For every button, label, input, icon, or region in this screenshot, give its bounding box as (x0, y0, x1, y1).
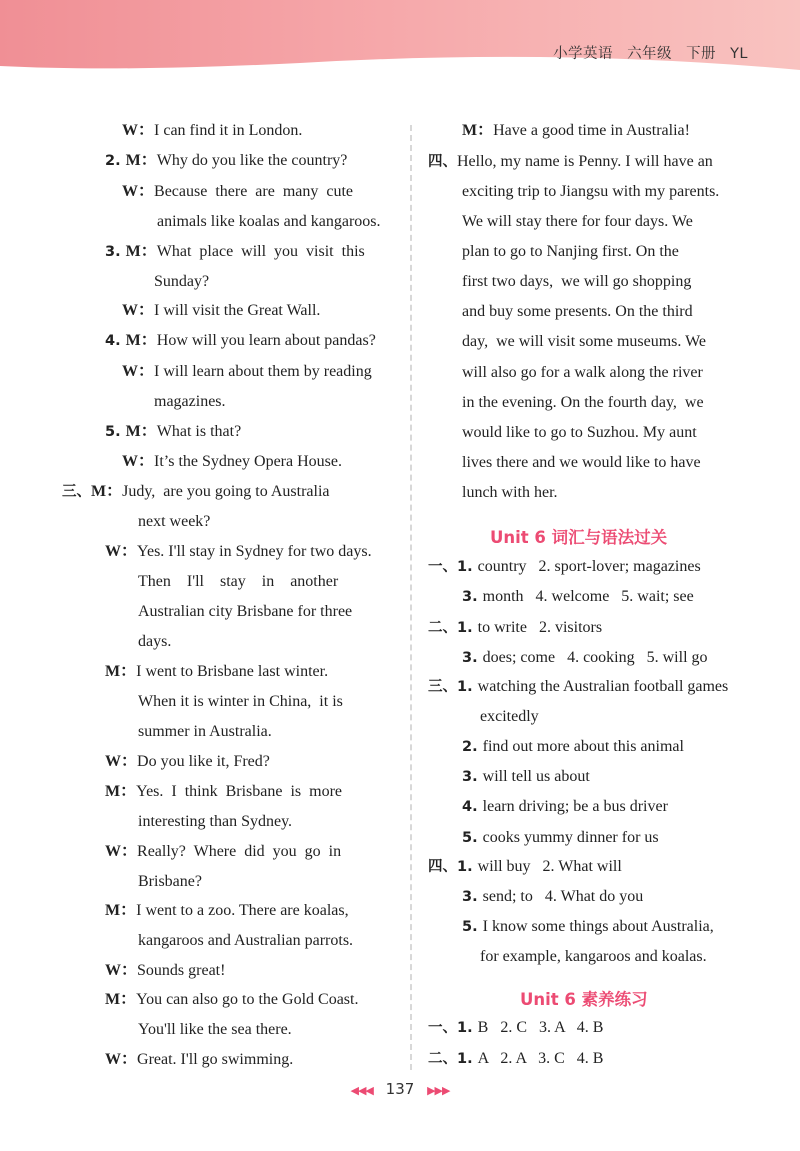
text-line (105, 331, 376, 351)
line-text: I will visit the Great Wall. (154, 302, 321, 319)
text-line (462, 887, 643, 907)
text-line (428, 152, 713, 172)
left-arrows-icon: ◀◀◀ (350, 1084, 373, 1097)
text-line (138, 512, 210, 532)
page-footer (0, 1080, 800, 1098)
text-line (105, 662, 328, 682)
item-number: 5. (462, 919, 483, 935)
item-number: 3. (462, 650, 483, 666)
line-text: Hello, my name is Penny. I will have an (457, 153, 713, 170)
text-line (105, 542, 372, 562)
text-line (480, 707, 539, 727)
item-number: 3. (462, 769, 483, 785)
line-text: to write 2. visitors (477, 619, 603, 636)
line-text: watching the Australian football games (477, 678, 729, 695)
text-line (154, 392, 226, 412)
line-text: Have a good time in Australia! (493, 122, 690, 139)
header-term: 下册 (686, 46, 717, 62)
header-band (0, 0, 800, 80)
line-text: would like to go to Suzhou. My aunt (462, 424, 697, 441)
item-number: 4. (105, 333, 126, 349)
line-text: kangaroos and Australian parrots. (138, 932, 354, 949)
line-text: A 2. A 3. C 4. B (477, 1050, 604, 1067)
text-line (157, 212, 381, 232)
unit-title: Unit 6 素养练习 (520, 990, 648, 1009)
line-text: excitedly (480, 708, 539, 725)
text-line (138, 632, 171, 652)
line-text: plan to go to Nanjing first. On the (462, 243, 679, 260)
item-number: 2. (105, 153, 126, 169)
line-text: learn driving; be a bus driver (482, 798, 668, 815)
line-text: Yes. I think Brisbane is more (136, 783, 343, 800)
right-arrows-icon: ▶▶▶ (427, 1084, 450, 1097)
line-text: does; come 4. cooking 5. will go (482, 649, 708, 666)
item-number: 5. (105, 424, 126, 440)
line-text: Australian city Brisbane for three (138, 603, 353, 620)
text-line (428, 557, 701, 577)
item-number: 3. (462, 889, 483, 905)
text-line (138, 602, 352, 622)
text-line (462, 302, 693, 322)
line-text: I will learn about them by reading (154, 363, 372, 380)
text-line (122, 301, 320, 321)
line-text: interesting than Sydney. (138, 813, 293, 830)
line-text: B 2. C 3. A 4. B (477, 1019, 604, 1036)
text-line (462, 917, 714, 937)
text-line (138, 931, 353, 951)
header-subject: 小学英语 (553, 46, 614, 62)
text-line (105, 961, 225, 981)
text-line (462, 797, 668, 817)
header-grade: 六年级 (627, 46, 673, 62)
header-label (539, 42, 748, 63)
item-number: 5. (462, 830, 483, 846)
text-line (138, 692, 343, 712)
line-text: summer in Australia. (138, 723, 272, 740)
item-number: 一、1. (428, 1020, 478, 1036)
line-text: will also go for a walk along the river (462, 364, 703, 381)
text-line (105, 901, 349, 921)
text-line (105, 1050, 293, 1070)
column-divider (410, 125, 412, 1070)
line-text: Then I'll stay in another (138, 573, 339, 590)
speaker-label: W： (122, 453, 155, 470)
text-line (428, 857, 622, 877)
text-line (154, 272, 209, 292)
line-text: in the evening. On the fourth day, we (462, 394, 704, 411)
text-line (462, 332, 706, 352)
text-line (462, 182, 719, 202)
speaker-label: M： (125, 332, 157, 349)
text-line (105, 990, 358, 1010)
line-text: days. (138, 633, 172, 650)
header-edition: YL (730, 46, 748, 62)
text-line (462, 272, 691, 292)
line-text: Why do you like the country? (156, 152, 348, 169)
text-line (480, 947, 707, 967)
line-text: Great. I'll go swimming. (137, 1051, 294, 1068)
text-line (462, 737, 684, 757)
text-line (122, 452, 342, 472)
speaker-label: W： (105, 543, 138, 560)
item-number: 四、 (428, 154, 457, 170)
item-number: 一、1. (428, 559, 478, 575)
line-text: for example, kangaroos and koalas. (480, 948, 707, 965)
line-text: and buy some presents. On the third (462, 303, 693, 320)
text-line (428, 1049, 603, 1069)
text-line (105, 151, 347, 171)
speaker-label: W： (105, 843, 138, 860)
line-text: Judy, are you going to Australia (122, 483, 330, 500)
speaker-label: M： (105, 902, 137, 919)
line-text: magazines. (154, 393, 226, 410)
text-line (122, 182, 353, 202)
text-line (462, 393, 704, 413)
text-line (462, 121, 690, 141)
text-line (462, 212, 693, 232)
speaker-label: W： (122, 302, 155, 319)
line-text: Do you like it, Fred? (137, 753, 270, 770)
text-line (462, 242, 679, 262)
line-text: When it is winter in China, it is (138, 693, 343, 710)
speaker-label: W： (105, 962, 138, 979)
page-number: 137 (385, 1080, 415, 1098)
item-number: 3. (462, 589, 483, 605)
speaker-label: M： (91, 483, 123, 500)
text-line (138, 1020, 292, 1040)
line-text: exciting trip to Jiangsu with my parents. (462, 183, 720, 200)
text-line (138, 872, 202, 892)
line-text: will buy 2. What will (477, 858, 622, 875)
text-line (428, 1018, 603, 1038)
line-text: month 4. welcome 5. wait; see (482, 588, 694, 605)
line-text: We will stay there for four days. We (462, 213, 693, 230)
line-text: I went to Brisbane last winter. (136, 663, 329, 680)
text-line (462, 587, 694, 607)
line-text: animals like koalas and kangaroos. (157, 213, 381, 230)
text-line (462, 483, 558, 503)
line-text: It’s the Sydney Opera House. (154, 453, 342, 470)
text-line (62, 482, 329, 502)
text-line (462, 453, 701, 473)
text-line (105, 782, 342, 802)
line-text: I went to a zoo. There are koalas, (136, 902, 349, 919)
item-number: 4. (462, 799, 483, 815)
speaker-label: W： (105, 753, 138, 770)
item-number: 二、1. (428, 1051, 478, 1067)
text-line (462, 648, 708, 668)
line-text: next week? (138, 513, 211, 530)
unit-title: Unit 6 词汇与语法过关 (490, 528, 668, 547)
speaker-label: W： (122, 183, 155, 200)
text-line (462, 363, 703, 383)
speaker-label: M： (125, 152, 157, 169)
line-text: How will you learn about pandas? (156, 332, 376, 349)
line-text: Yes. I'll stay in Sydney for two days. (137, 543, 372, 560)
item-number: 四、1. (428, 859, 478, 875)
text-line (138, 572, 338, 592)
text-line (428, 677, 728, 697)
line-text: first two days, we will go shopping (462, 273, 692, 290)
line-text: day, we will visit some museums. We (462, 333, 707, 350)
item-number: 三、1. (428, 679, 478, 695)
speaker-label: M： (105, 663, 137, 680)
line-text: Brisbane? (138, 873, 202, 890)
speaker-label: M： (462, 122, 494, 139)
line-text: What is that? (156, 423, 242, 440)
line-text: I can find it in London. (154, 122, 303, 139)
item-number: 2. (462, 739, 483, 755)
item-number: 二、1. (428, 620, 478, 636)
text-line (105, 752, 270, 772)
line-text: What place will you visit this (156, 243, 365, 260)
text-line (462, 767, 590, 787)
line-text: Because there are many cute (154, 183, 354, 200)
line-text: Really? Where did you go in (137, 843, 342, 860)
speaker-label: M： (105, 783, 137, 800)
speaker-label: W： (122, 363, 155, 380)
text-line (462, 828, 659, 848)
speaker-label: M： (105, 991, 137, 1008)
text-line (105, 242, 365, 262)
speaker-label: M： (125, 243, 157, 260)
line-text: Sunday? (154, 273, 210, 290)
speaker-label: W： (105, 1051, 138, 1068)
line-text: find out more about this animal (482, 738, 684, 755)
text-line (105, 842, 341, 862)
text-line (138, 812, 292, 832)
line-text: will tell us about (482, 768, 590, 785)
line-text: You can also go to the Gold Coast. (136, 991, 359, 1008)
text-line (122, 362, 372, 382)
line-text: cooks yummy dinner for us (482, 829, 659, 846)
text-line (428, 618, 602, 638)
line-text: Sounds great! (137, 962, 226, 979)
line-text: I know some things about Australia, (482, 918, 714, 935)
item-number: 三、 (62, 484, 91, 500)
item-number: 3. (105, 244, 126, 260)
text-line (122, 121, 302, 141)
line-text: You'll like the sea there. (138, 1021, 292, 1038)
line-text: lives there and we would like to have (462, 454, 701, 471)
speaker-label: M： (125, 423, 157, 440)
text-line (138, 722, 272, 742)
line-text: lunch with her. (462, 484, 558, 501)
line-text: send; to 4. What do you (482, 888, 644, 905)
text-line (105, 422, 241, 442)
speaker-label: W： (122, 122, 155, 139)
text-line (462, 423, 697, 443)
line-text: country 2. sport-lover; magazines (477, 558, 701, 575)
